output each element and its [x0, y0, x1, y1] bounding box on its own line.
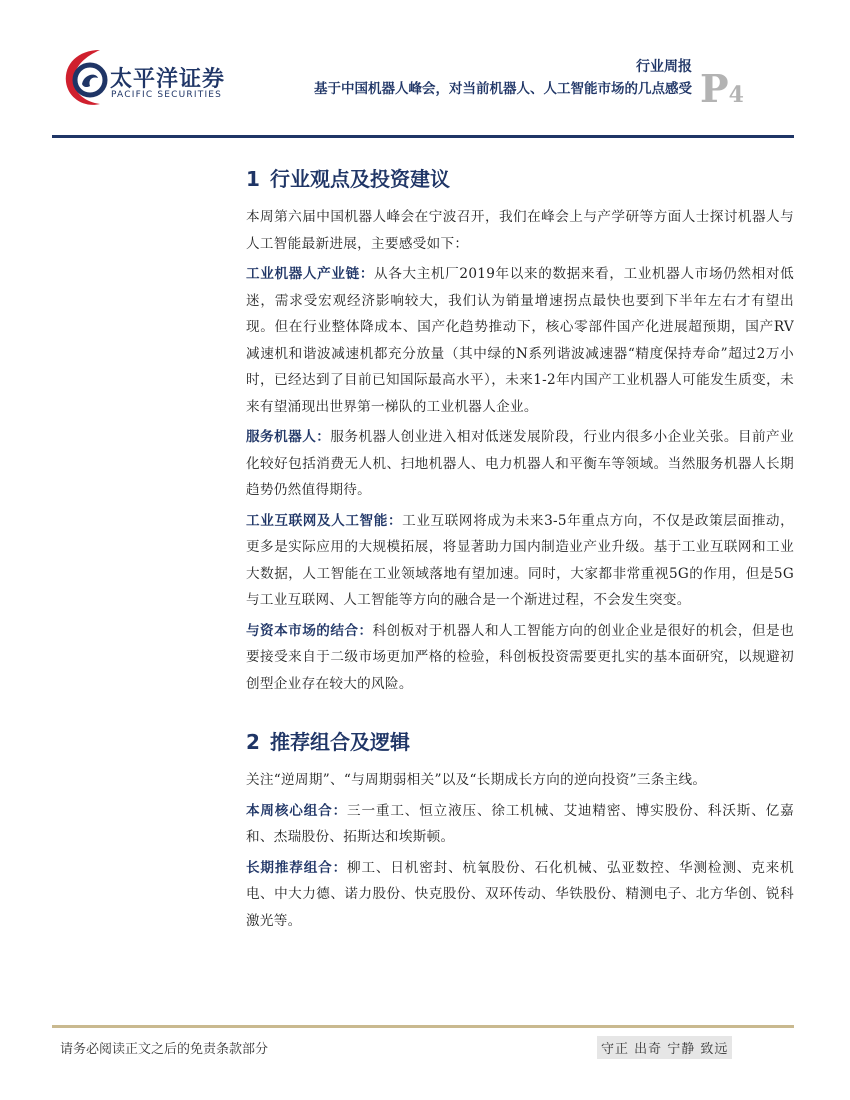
footer-divider: [52, 1025, 794, 1028]
company-logo: [60, 44, 300, 114]
paragraph-industrial-internet-ai: [246, 508, 794, 614]
paragraph-text: 服务机器人创业进入相对低迷发展阶段，行业内很多小企业关张。目前产业化较好包括消费无人机、扫地机器人、电力机器人和平衡车等领域。当然服务机器人长期趋势仍然值得期待。: [246, 429, 794, 498]
logo-english-name: PACIFIC SECURITIES: [111, 90, 223, 100]
paragraph-lead: 服务机器人：: [246, 429, 331, 445]
section-title: 推荐组合及逻辑: [270, 730, 410, 754]
paragraph-core-portfolio: [246, 798, 794, 851]
paragraph-text: 柳工、日机密封、杭氧股份、石化机械、弘亚数控、华测检测、克来机电、中大力德、诺力股份、快克股份、双环传动、华铁股份、精测电子、北方华创、锐科激光等。: [246, 859, 794, 929]
paragraph-long-term-portfolio: [246, 855, 794, 935]
paragraph-lead: 长期推荐组合：: [246, 859, 348, 876]
section-intro: 关注“逆周期”、“与周期弱相关”以及“长期成长方向的逆向投资”三条主线。: [246, 772, 707, 788]
report-type: 行业周报: [636, 59, 692, 75]
page-letter: P: [700, 66, 729, 111]
pacific-securities-swirl-icon: [60, 44, 110, 110]
report-body: [246, 162, 794, 934]
paragraph-text: 三一重工、恒立液压、徐工机械、艾迪精密、博实股份、科沃斯、亿嘉和、杰瑞股份、拓斯达和埃斯顿。: [246, 802, 794, 845]
page-digit: 4: [728, 82, 744, 108]
header-divider: [52, 135, 794, 138]
logo-chinese-name: 太平洋证券: [110, 67, 226, 92]
report-title: 基于中国机器人峰会，对当前机器人、人工智能市场的几点感受: [314, 81, 692, 97]
paragraph-lead: 工业机器人产业链：: [246, 266, 375, 282]
section-industry-view: [246, 162, 794, 697]
section-heading: [246, 162, 794, 196]
paragraph-lead: 本周核心组合：: [246, 802, 348, 819]
footer-disclaimer-note: 请务必阅读正文之后的免责条款部分: [60, 1042, 269, 1057]
section-number: 2: [246, 730, 260, 754]
section-intro: 本周第六届中国机器人峰会在宁波召开，我们在峰会上与产学研等方面人士探讨机器人与人工智能最新进展，主要感受如下：: [246, 209, 794, 252]
paragraph-text: 工业互联网将成为未来3-5年重点方向，不仅是政策层面推动，更多是实际应用的大规模拓展，将显著助力国内制造业产业升级。基于工业互联网和工业大数据，人工智能在工业领域落地有望加速。同时，大家都非常重视5G的作用，但是5G与工业互联网、人工智能等方向的融合是一个渐进过程，不会发生突变。: [246, 512, 794, 608]
footer-motto: 守正 出奇 宁静 致远: [597, 1036, 732, 1059]
paragraph-lead: 与资本市场的结合：: [246, 622, 373, 639]
section-number: 1: [246, 167, 260, 191]
page-header: [0, 0, 850, 140]
paragraph-industrial-robot-chain: [246, 261, 794, 420]
paragraph-capital-market: [246, 618, 794, 698]
page-number: [700, 66, 744, 111]
paragraph-lead: 工业互联网及人工智能：: [246, 512, 403, 529]
paragraph-service-robot: [246, 424, 794, 504]
paragraph-text: 从各大主机厂2019年以来的数据来看，工业机器人市场仍然相对低迷，需求受宏观经济影响较大，我们认为销量增速拐点最快也要到下半年左右才有望出现。但在行业整体降成本、国产化趋势推动下，核心零部件国产化进展超预期，国产RV减速机和谐波减速机都充分放量（其中绿的N系列谐波减速器“精度保持寿命”超过2万小时，已经达到了目前已知国际最高水平），未来1-2年内国产工业机器人可能发生质变，未来有望涌现出世界第一梯队的工业机器人企业。: [246, 266, 794, 415]
paragraph-text: 科创板对于机器人和人工智能方向的创业企业是很好的机会，但是也要接受来自于二级市场更加严格的检验，科创板投资需要更扎实的基本面研究，以规避初创型企业存在较大的风险。: [246, 622, 794, 692]
section-title: 行业观点及投资建议: [270, 167, 450, 191]
section-recommended-portfolio: [246, 725, 794, 934]
section-heading: [246, 725, 794, 759]
